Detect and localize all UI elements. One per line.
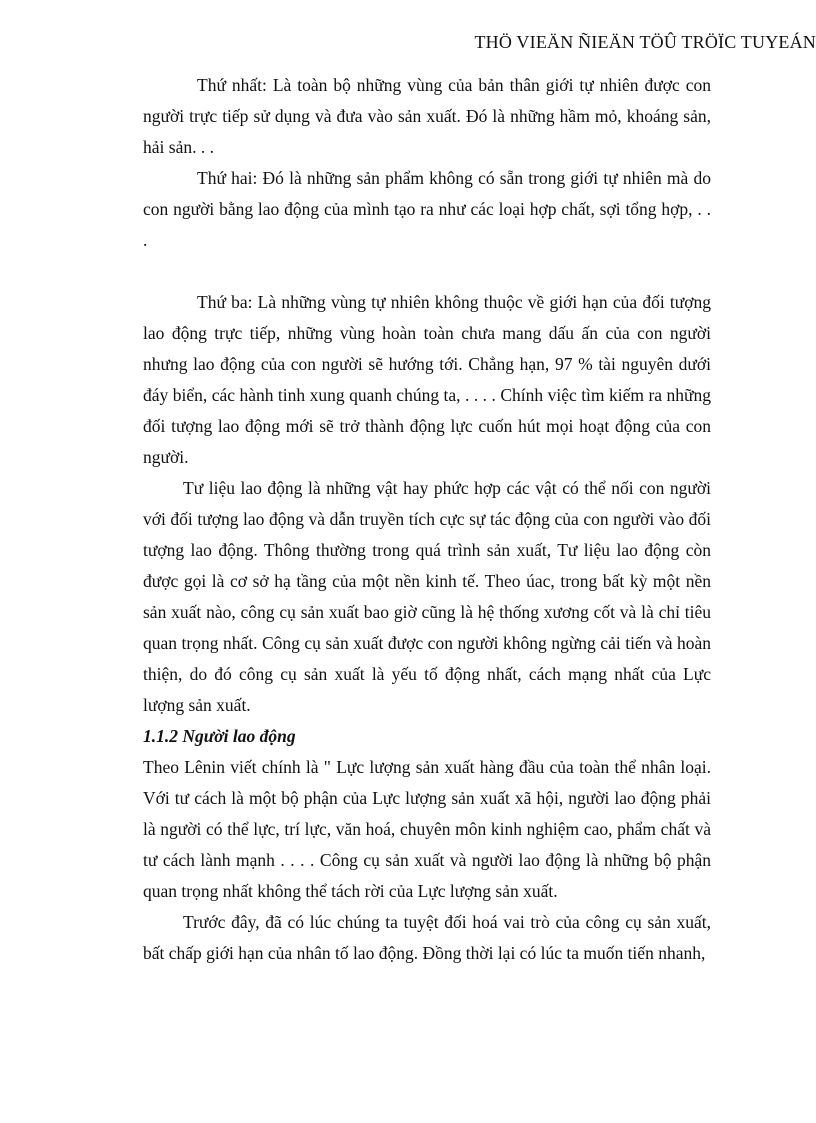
paragraph-truoc-day: Trước đây, đã có lúc chúng ta tuyệt đối hoá vai trò của công cụ sản xuất, bất chấp giới hạn của nhân tố lao động. Đồng thời lại có lúc ta muốn tiến nhanh, (143, 912, 711, 963)
paragraph-thu-ba: Thứ ba: Là những vùng tự nhiên không thuộc về giới hạn của đối tượng lao động trực tiếp, những vùng hoàn toàn chưa mang dấu ấn của con người nhưng lao động của con người sẽ hướng tới. Chẳng hạn, 97 % tài nguyên dưới đáy biển, các hành tinh xung quanh chúng ta, . . . . Chính việc tìm kiếm ra những đối tượng lao động mới sẽ trở thành động lực cuốn hút mọi hoạt động của con người. (143, 292, 711, 467)
paragraph-thu-nhat: Thứ nhất: Là toàn bộ những vùng của bản thân giới tự nhiên được con người trực tiếp sử dụng và đưa vào sản xuất. Đó là những hầm mỏ, khoáng sản, hải sản. . . (143, 75, 711, 157)
section-heading: 1.1.2 Người lao động (143, 726, 296, 746)
paragraph-lenin: Theo Lênin viết chính là " Lực lượng sản xuất hàng đầu của toàn thể nhân loại. Với tư cách là một bộ phận của Lực lượng sản xuất xã hội, người lao động phải là người có thể lực, trí lực, văn hoá, chuyên môn kinh nghiệm cao, phẩm chất và tư cách lành mạnh . . . . Công cụ sản xuất và người lao động là những bộ phận quan trọng nhất không thể tách rời của Lực lượng sản xuất. (143, 757, 711, 901)
paragraph-tu-lieu-lao-dong: Tư liệu lao động là những vật hay phức hợp các vật có thể nối con người với đối tượng lao động và dẫn truyền tích cực sự tác động của con người vào đối tượng lao động. Thông thường trong quá trình sản xuất, Tư liệu lao động còn được gọi là cơ sở hạ tầng của một nền kinh tế. Theo úac, trong bất kỳ một nền sản xuất nào, công cụ sản xuất bao giờ cũng là hệ thống xương cốt và là chỉ tiêu quan trọng nhất. Công cụ sản xuất được con người không ngừng cải tiến và hoàn thiện, do đó công cụ sản xuất là yếu tố động nhất, cách mạng nhất của Lực lượng sản xuất. (143, 478, 711, 715)
document-body (143, 70, 711, 969)
page-header-title: THÖ VIEÄN ÑIEÄN TÖÛ TRÖÏC TUYEÁN (474, 32, 816, 52)
paragraph-thu-hai: Thứ hai: Đó là những sản phẩm không có sẵn trong giới tự nhiên mà do con người bằng lao động của mình tạo ra như các loại hợp chất, sợi tổng hợp, . . . (143, 168, 711, 250)
